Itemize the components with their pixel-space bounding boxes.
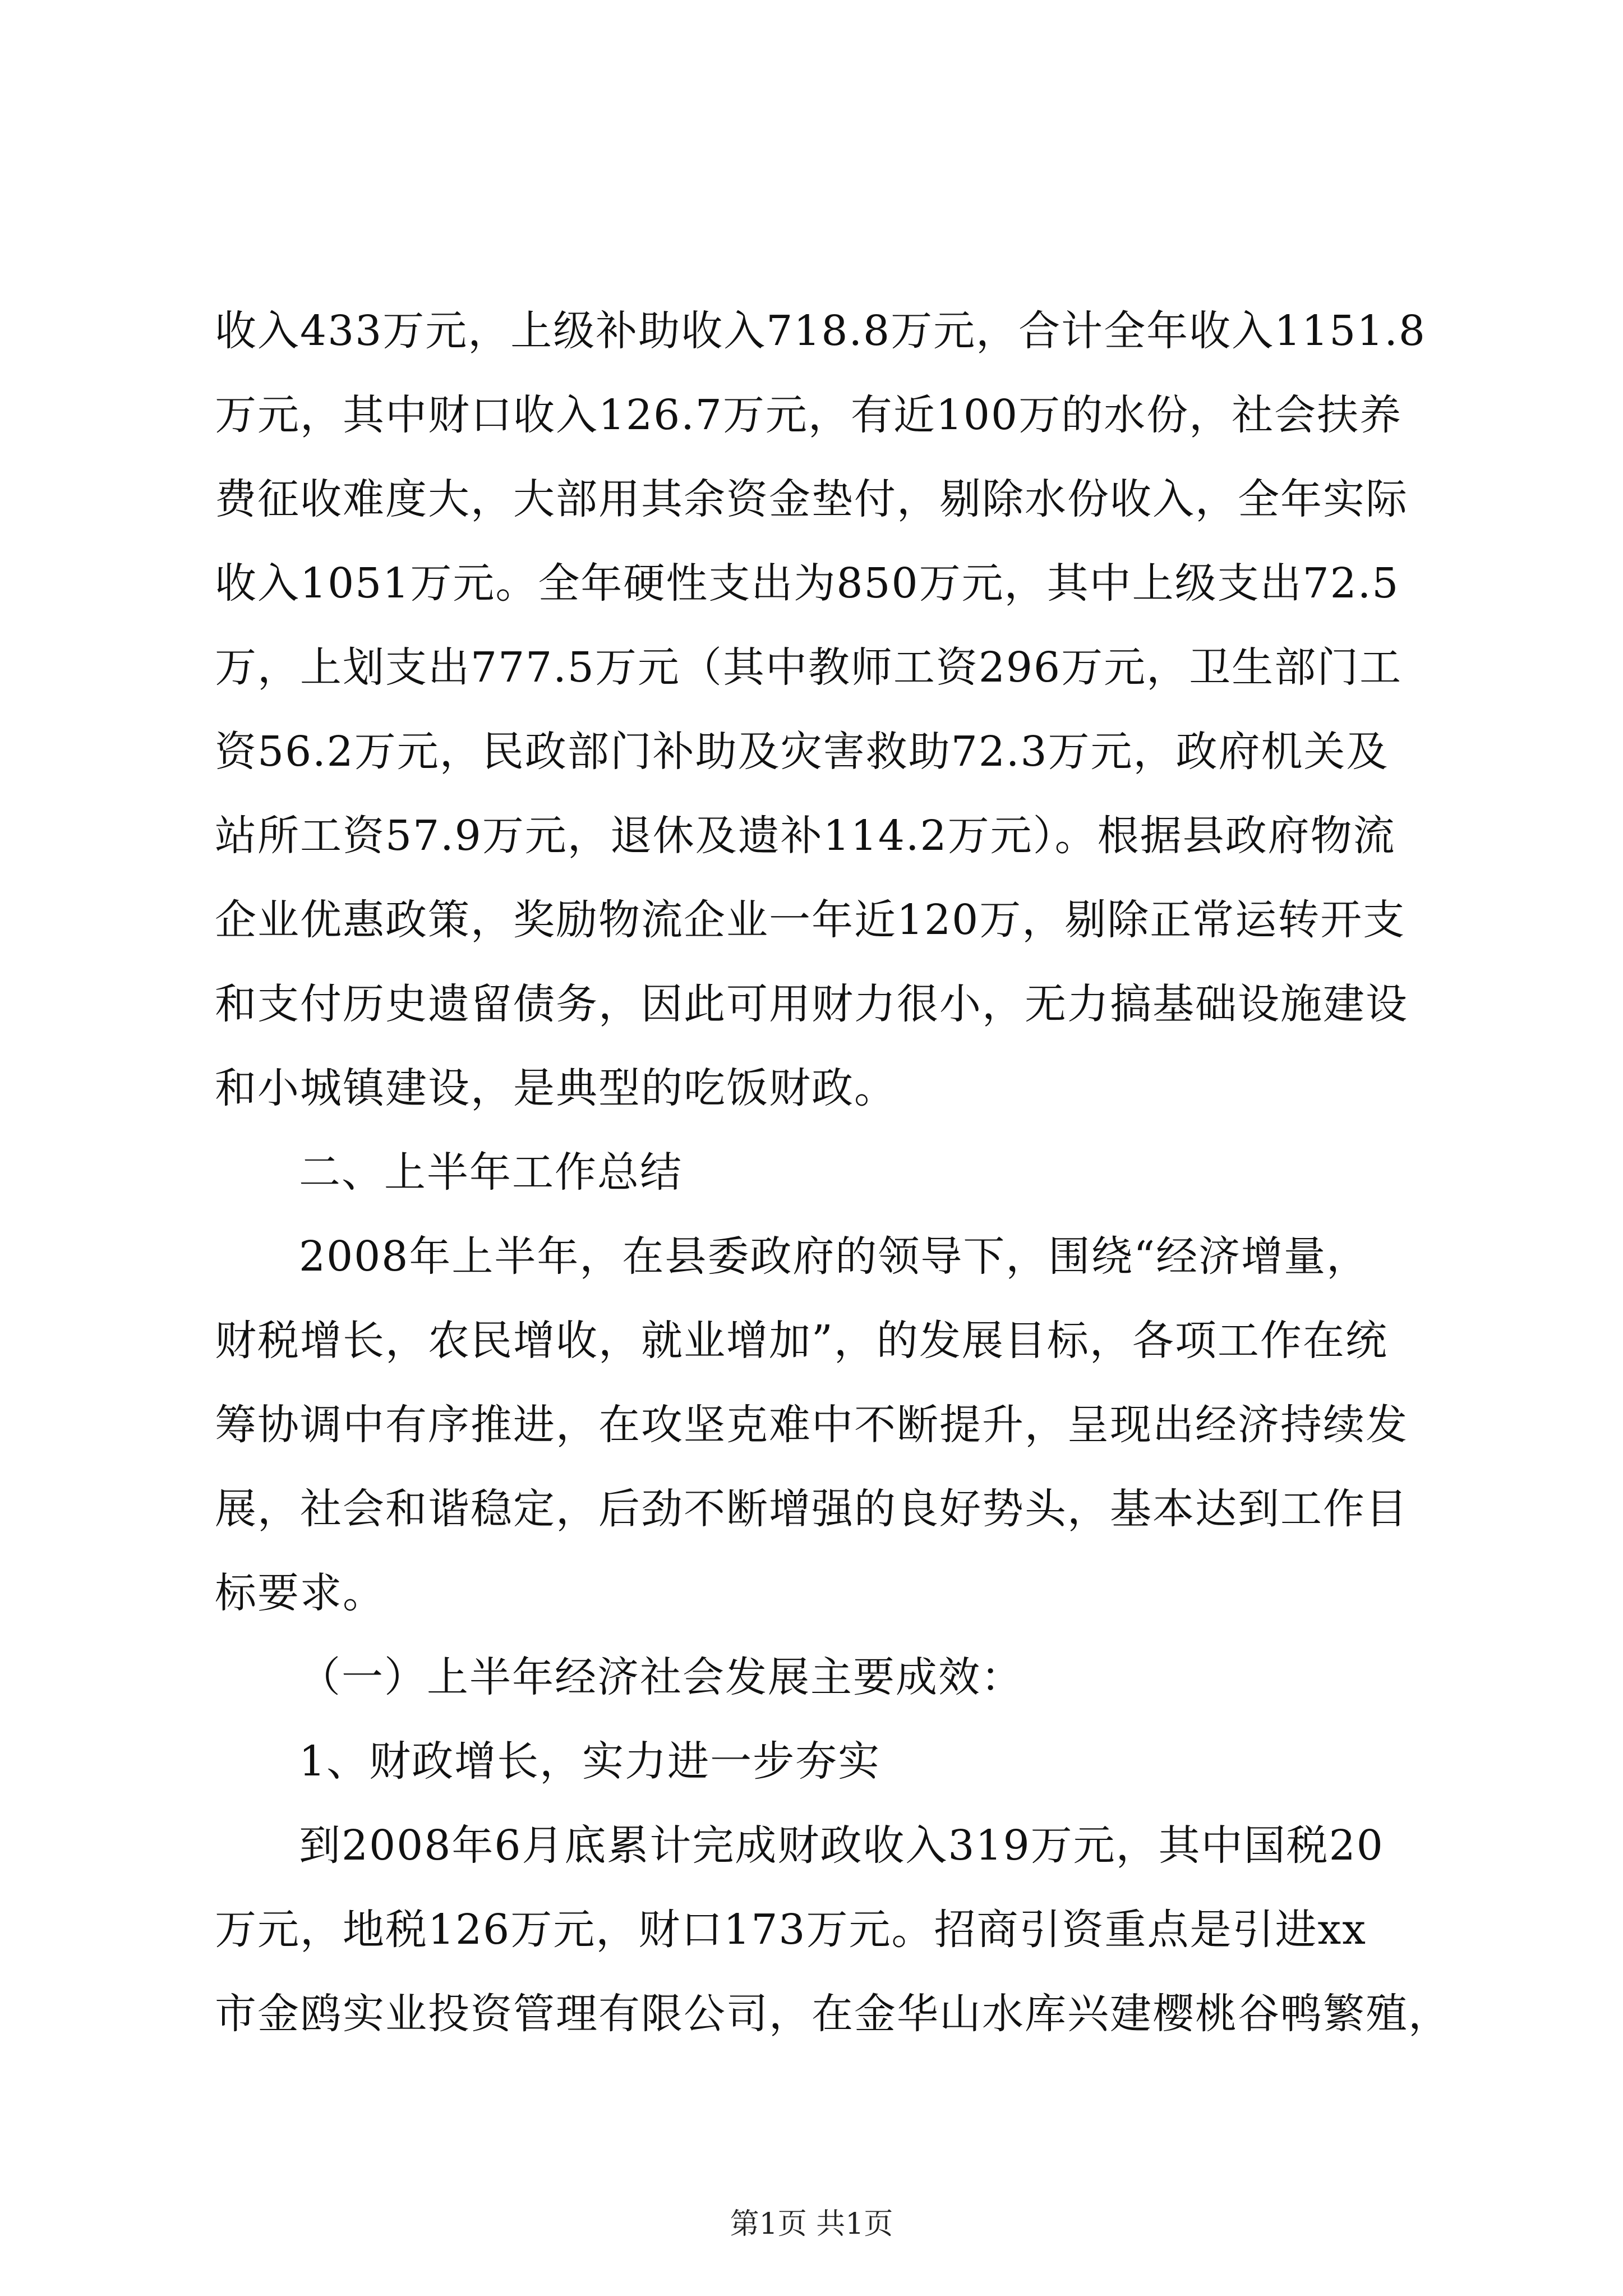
text-line: 标要求。	[215, 1569, 385, 1617]
page-footer: 第1页 共1页	[730, 2207, 893, 2241]
text-line: 收入433万元，上级补助收入718.8万元，合计全年收入1151.8	[215, 307, 1427, 355]
text-line: 企业优惠政策，奖励物流企业一年近120万，剔除正常运转开支	[215, 896, 1406, 944]
text-line: 和支付历史遗留债务，因此可用财力很小，无力搞基础设施建设	[215, 980, 1408, 1028]
text-line: 站所工资57.9万元，退休及遗补114.2万元）。根据县政府物流	[215, 812, 1396, 860]
text-line: 资56.2万元，民政部门补助及灾害救助72.3万元，政府机关及	[215, 728, 1389, 776]
subsection-heading: （一）上半年经济社会发展主要成效：	[299, 1653, 1023, 1701]
text-line: 2008年上半年，在县委政府的领导下，围绕“经济增量，	[299, 1232, 1370, 1281]
text-line: 费征收难度大，大部用其余资金垫付，剔除水份收入，全年实际	[215, 475, 1408, 523]
text-line: 万，上划支出777.5万元（其中教师工资296万元，卫生部门工	[215, 643, 1403, 692]
text-line: 到2008年6月底累计完成财政收入319万元，其中国税20	[299, 1821, 1384, 1870]
section-heading: 二、上半年工作总结	[299, 1148, 683, 1197]
item-heading: 1、财政增长，实力进一步夯实	[299, 1737, 881, 1786]
text-line: 收入1051万元。全年硬性支出为850万元，其中上级支出72.5	[215, 559, 1400, 608]
text-line: 展，社会和谐稳定，后劲不断增强的良好势头，基本达到工作目	[215, 1485, 1408, 1533]
text-line: 筹协调中有序推进，在攻坚克难中不断提升，呈现出经济持续发	[215, 1401, 1408, 1449]
text-line: 财税增长，农民增收，就业增加”，的发展目标，各项工作在统	[215, 1317, 1388, 1365]
text-line: 和小城镇建设，是典型的吃饭财政。	[215, 1064, 897, 1112]
text-line: 万元，其中财口收入126.7万元，有近100万的水份，社会扶养	[215, 391, 1403, 439]
text-line: 市金鸥实业投资管理有限公司，在金华山水库兴建樱桃谷鸭繁殖，	[215, 1990, 1451, 2038]
text-line: 万元，地税126万元，财口173万元。招商引资重点是引进xx	[215, 1906, 1367, 1954]
